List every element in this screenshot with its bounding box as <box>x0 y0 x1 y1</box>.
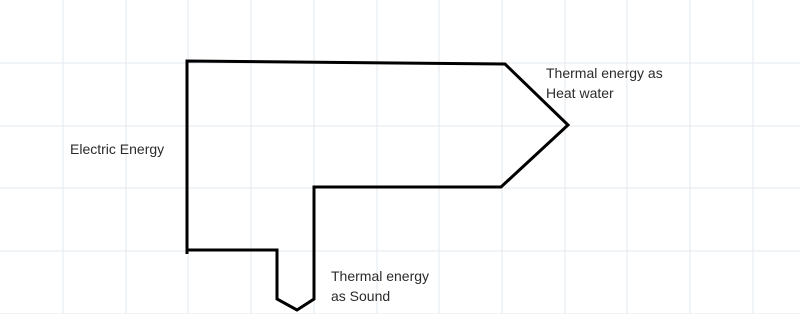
sound-output-line-2: as Sound <box>331 288 391 304</box>
heat-output-label <box>546 63 663 103</box>
sound-output-label <box>331 266 429 306</box>
heat-output-line-1: Thermal energy as <box>546 65 663 81</box>
heat-output-line-2: Heat water <box>546 85 614 101</box>
electric-energy-label <box>70 139 164 159</box>
sound-output-line-1: Thermal energy <box>331 268 430 284</box>
electric-energy-text: Electric Energy <box>70 141 165 157</box>
